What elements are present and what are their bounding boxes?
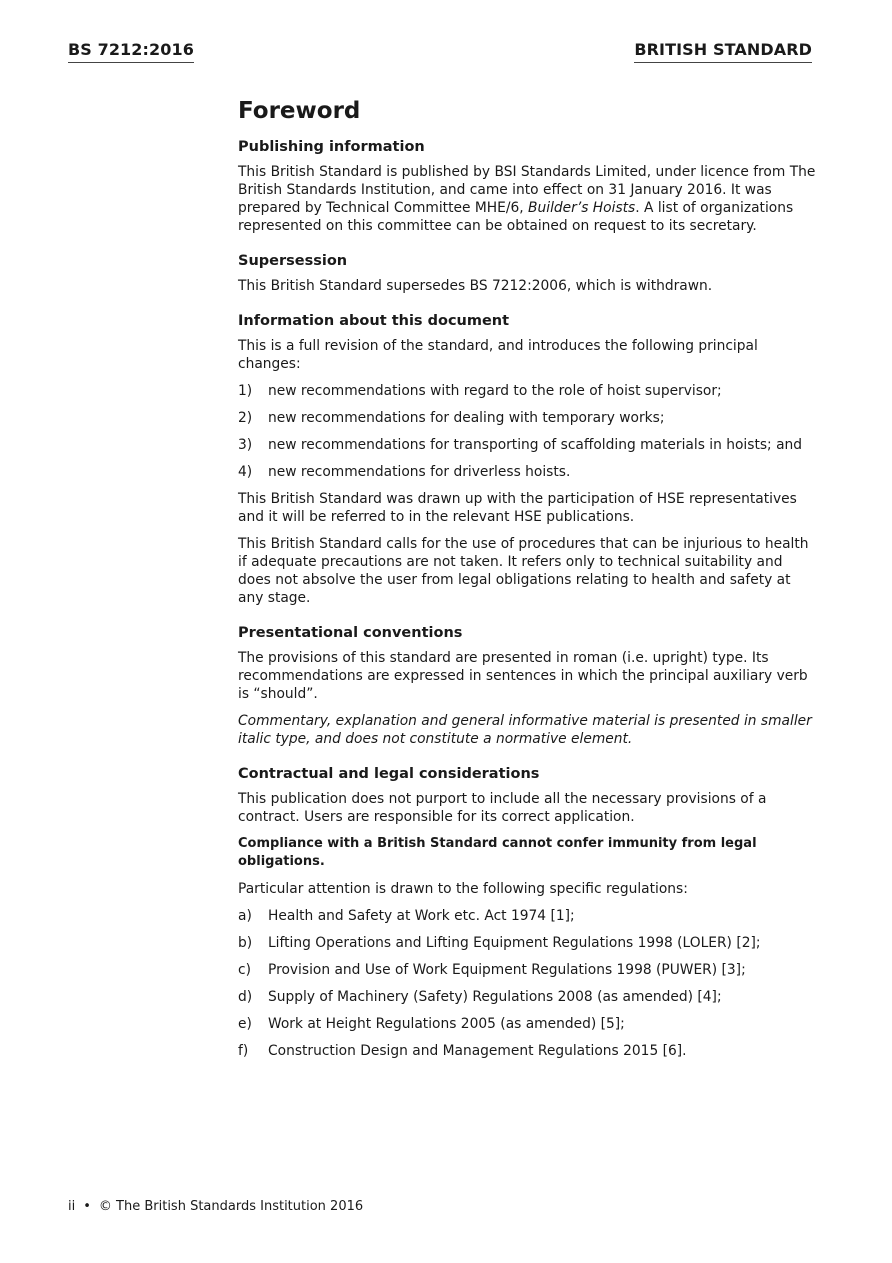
- section-supersession: [238, 253, 818, 295]
- section-heading: Supersession: [238, 253, 348, 269]
- section-publishing-information: [238, 139, 818, 235]
- list-marker: a): [238, 908, 252, 924]
- list-item: [238, 934, 818, 952]
- publishing-text-after: . A list of organizations represented on this committee can be obtained on request to its secretary.: [238, 200, 794, 234]
- paragraph: This publication does not purport to include all the necessary provisions of a contract. Users are responsible for its correct application.: [238, 791, 767, 825]
- copyright-notice: © The British Standards Institution 2016: [98, 1199, 364, 1214]
- list-item-text: Work at Height Regulations 2005 (as amended) [5];: [268, 1016, 625, 1032]
- page-title: Foreword: [238, 98, 361, 124]
- section-heading: Information about this document: [238, 313, 510, 329]
- list-item: [238, 1015, 818, 1033]
- list-item: [238, 1042, 818, 1060]
- section-heading: Contractual and legal considerations: [238, 766, 540, 782]
- list-item-text: Construction Design and Management Regulations 2015 [6].: [268, 1043, 687, 1059]
- publishing-paragraph: [238, 163, 818, 235]
- list-marker: 2): [238, 410, 253, 426]
- list-marker: e): [238, 1016, 252, 1032]
- list-item: [238, 961, 818, 979]
- footer-bullet: •: [83, 1199, 91, 1214]
- list-marker: 1): [238, 383, 253, 399]
- list-item: [238, 382, 818, 400]
- compliance-notice: Compliance with a British Standard cannot confer immunity from legal obligations.: [238, 836, 757, 869]
- list-item-text: Provision and Use of Work Equipment Regulations 1998 (PUWER) [3];: [268, 962, 746, 978]
- list-marker: 4): [238, 464, 253, 480]
- list-item: [238, 463, 818, 481]
- header-standard-number: BS 7212:2016: [68, 40, 194, 63]
- section-heading: Publishing information: [238, 139, 425, 155]
- list-marker: b): [238, 935, 253, 951]
- list-item-text: new recommendations for transporting of scaffolding materials in hoists; and: [268, 437, 803, 453]
- section-information: [238, 313, 818, 607]
- page-number: ii: [68, 1199, 76, 1214]
- committee-name: Builder’s Hoists: [528, 200, 636, 216]
- list-item-text: Health and Safety at Work etc. Act 1974 [1];: [268, 908, 575, 924]
- changes-list: [238, 382, 818, 481]
- paragraph: This British Standard supersedes BS 7212:2006, which is withdrawn.: [238, 278, 713, 294]
- paragraph: Particular attention is drawn to the following specific regulations:: [238, 881, 688, 897]
- section-heading: Presentational conventions: [238, 625, 463, 641]
- paragraph: This British Standard calls for the use of procedures that can be injurious to health if adequate precautions are not taken. It refers only to technical suitability and does not absolve the user from legal obligations relating to health and safety at any stage.: [238, 536, 809, 606]
- paragraph: This British Standard was drawn up with the participation of HSE representatives and it will be referred to in the relevant HSE publications.: [238, 491, 797, 525]
- page-footer: [68, 1199, 363, 1214]
- header-publisher: BRITISH STANDARD: [634, 40, 812, 63]
- section-contractual-legal: [238, 766, 818, 1060]
- list-marker: f): [238, 1043, 249, 1059]
- list-item-text: new recommendations for driverless hoists.: [268, 464, 571, 480]
- list-item-text: Lifting Operations and Lifting Equipment Regulations 1998 (LOLER) [2];: [268, 935, 761, 951]
- list-item: [238, 436, 818, 454]
- list-marker: c): [238, 962, 251, 978]
- section-presentational-conventions: [238, 625, 818, 748]
- list-item: [238, 988, 818, 1006]
- list-item-text: new recommendations for dealing with temporary works;: [268, 410, 665, 426]
- paragraph: This is a full revision of the standard, and introduces the following principal changes:: [238, 338, 758, 372]
- list-item-text: new recommendations with regard to the role of hoist supervisor;: [268, 383, 722, 399]
- main-content: [238, 98, 818, 1069]
- list-item: [238, 907, 818, 925]
- list-marker: 3): [238, 437, 253, 453]
- regulations-list: [238, 907, 818, 1060]
- list-marker: d): [238, 989, 253, 1005]
- list-item-text: Supply of Machinery (Safety) Regulations 2008 (as amended) [4];: [268, 989, 722, 1005]
- commentary-paragraph: Commentary, explanation and general informative material is presented in smaller italic type, and does not constitute a normative element.: [238, 713, 812, 747]
- publishing-text-before: This British Standard is published by BSI Standards Limited, under licence from The British Standards Institution, and came into effect on 31 January 2016. It was prepared by Technical Committee MHE/6,: [238, 164, 816, 216]
- list-item: [238, 409, 818, 427]
- paragraph: The provisions of this standard are presented in roman (i.e. upright) type. Its recommendations are expressed in sentences in which the principal auxiliary verb is “should”.: [238, 650, 808, 702]
